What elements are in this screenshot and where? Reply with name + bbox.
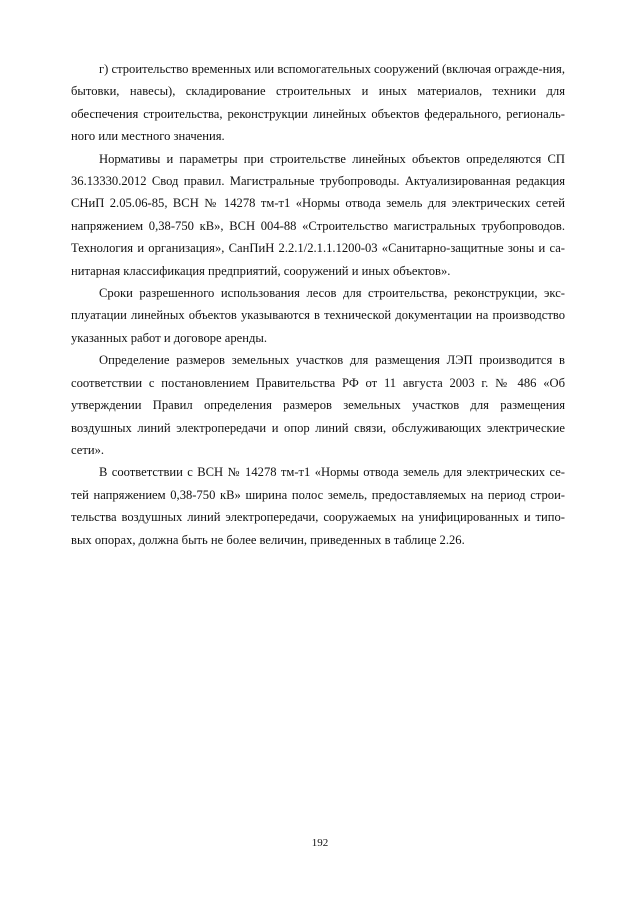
body-text (71, 58, 565, 551)
paragraph-strip-width: В соответствии с ВСН № 14278 тм-т1 «Нормы отвода земель для электрических се-тей напряжением 0,38-750 кВ» ширина полос земель, предоставляемых на период строи-тельства воздушных линий электропередачи, сооружаемых на унифицированных и типо-вых опорах, должна быть не более величин, приведенных в таблице 2.26. (71, 465, 565, 547)
paragraph-temporary-structures: г) строительство временных или вспомогательных сооружений (включая огражде-ния, бытовки, навесы), складирование строительных и иных материалов, техники для обеспечения строительства, реконструкции линейных объектов федерального, региональ-ного или местного значения. (71, 62, 565, 144)
page-number: 192 (311, 837, 329, 849)
paragraph-norms-parameters: Нормативы и параметры при строительстве линейных объектов определяются СП 36.13330.2012 Свод правил. Магистральные трубопроводы. Актуализированная редакция СНиП 2.05.06-85, ВСН № 14278 тм-т1 «Нормы отвода земель для электрических сетей напряжением 0,38-750 кВ», ВСН 004-88 «Строительство магистральных трубопроводов. Технология и организация», СанПиН 2.2.1/2.1.1.1200-03 «Санитарно-защитные зоны и са-нитарная классификация предприятий, сооружений и иных объектов». (71, 151, 565, 278)
paragraph-forest-use-terms: Сроки разрешенного использования лесов для строительства, реконструкции, экс-плуатации линейных объектов указываются в технической документации на производство указанных работ и договоре аренды. (71, 286, 565, 345)
paragraph-land-plot-sizes: Определение размеров земельных участков для размещения ЛЭП производится в соответствии с постановлением Правительства РФ от 11 августа 2003 г. № 486 «Об утверждении Правил определения размеров земельных участков для размещения воздушных линий электропередачи и опор линий связи, обслуживающих электрические сети». (71, 353, 565, 457)
